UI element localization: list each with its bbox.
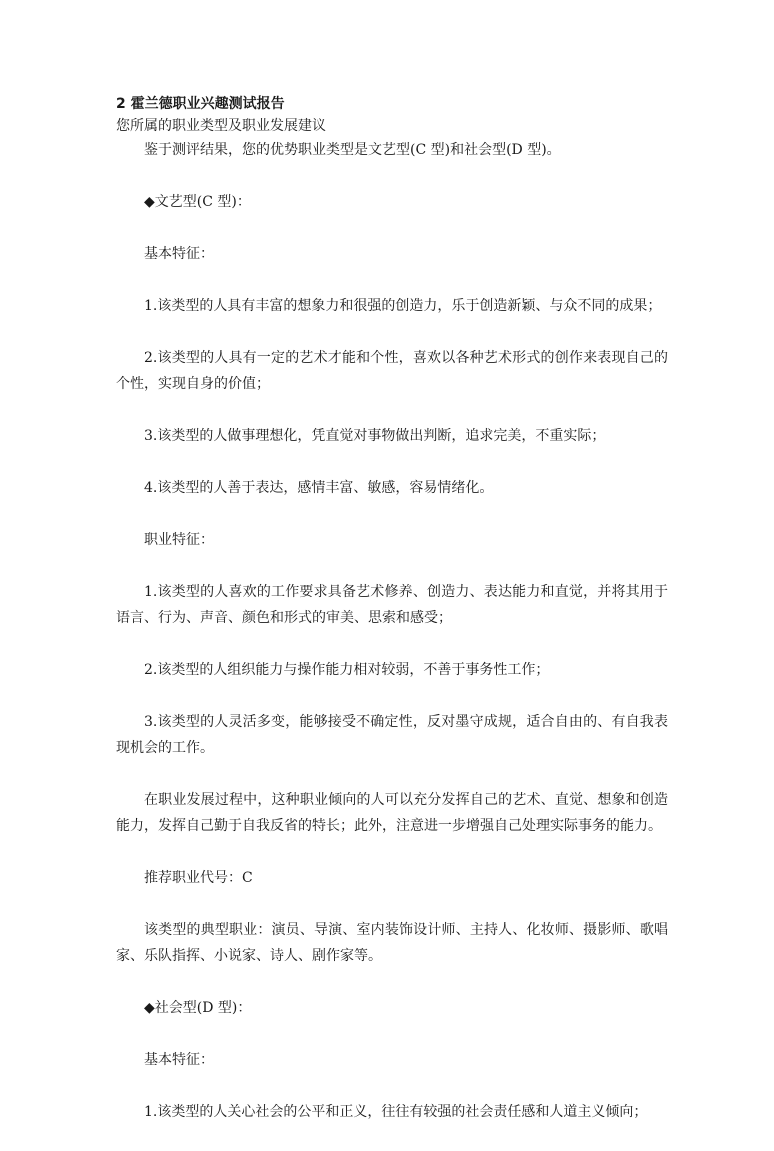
document-title: 2 霍兰德职业兴趣测试报告 [116, 96, 285, 112]
heading-type-c: ◆文艺型(C 型)： [144, 194, 251, 210]
heading-type-d: ◆社会型(D 型)： [144, 1000, 252, 1016]
paragraph-c-feature-2: 2.该类型的人具有一定的艺术才能和个性，喜欢以各种艺术形式的创作来表现自己的个性，实现自身的价值； [116, 350, 668, 392]
paragraph-c-development: 在职业发展过程中，这种职业倾向的人可以充分发挥自己的艺术、直觉、想象和创造能力，发挥自己勤于自我反省的特长；此外，注意进一步增强自己处理实际事务的能力。 [116, 792, 668, 834]
paragraph-recommended-code: 推荐职业代号：C [144, 870, 253, 886]
paragraph-c-career-2: 2.该类型的人组织能力与操作能力相对较弱，不善于事务性工作； [144, 662, 550, 678]
paragraph-c-career-3: 3.该类型的人灵活多变，能够接受不确定性，反对墨守成规，适合自由的、有自我表现机会的工作。 [116, 714, 668, 756]
paragraph-c-feature-4: 4.该类型的人善于表达，感情丰富、敏感，容易情绪化。 [144, 480, 494, 496]
document-subtitle: 您所属的职业类型及职业发展建议 [116, 118, 326, 134]
paragraph-c-feature-1: 1.该类型的人具有丰富的想象力和很强的创造力，乐于创造新颖、与众不同的成果； [144, 298, 662, 314]
heading-career-features-c: 职业特征： [144, 532, 214, 548]
paragraph-c-feature-3: 3.该类型的人做事理想化，凭直觉对事物做出判断，追求完美，不重实际； [144, 428, 606, 444]
paragraph-c-career-1: 1.该类型的人喜欢的工作要求具备艺术修养、创造力、表达能力和直觉，并将其用于语言、行为、声音、颜色和形式的审美、思索和感受； [116, 584, 668, 626]
heading-basic-features-d: 基本特征： [144, 1052, 214, 1068]
document-page [116, 93, 668, 1151]
paragraph-d-feature-1: 1.该类型的人关心社会的公平和正义，往往有较强的社会责任感和人道主义倾向； [144, 1104, 648, 1120]
paragraph-typical-careers: 该类型的典型职业：演员、导演、室内装饰设计师、主持人、化妆师、摄影师、歌唱家、乐队指挥、小说家、诗人、剧作家等。 [116, 922, 668, 964]
heading-basic-features-c: 基本特征： [144, 246, 214, 262]
paragraph-summary: 鉴于测评结果，您的优势职业类型是文艺型(C 型)和社会型(D 型)。 [144, 142, 561, 158]
